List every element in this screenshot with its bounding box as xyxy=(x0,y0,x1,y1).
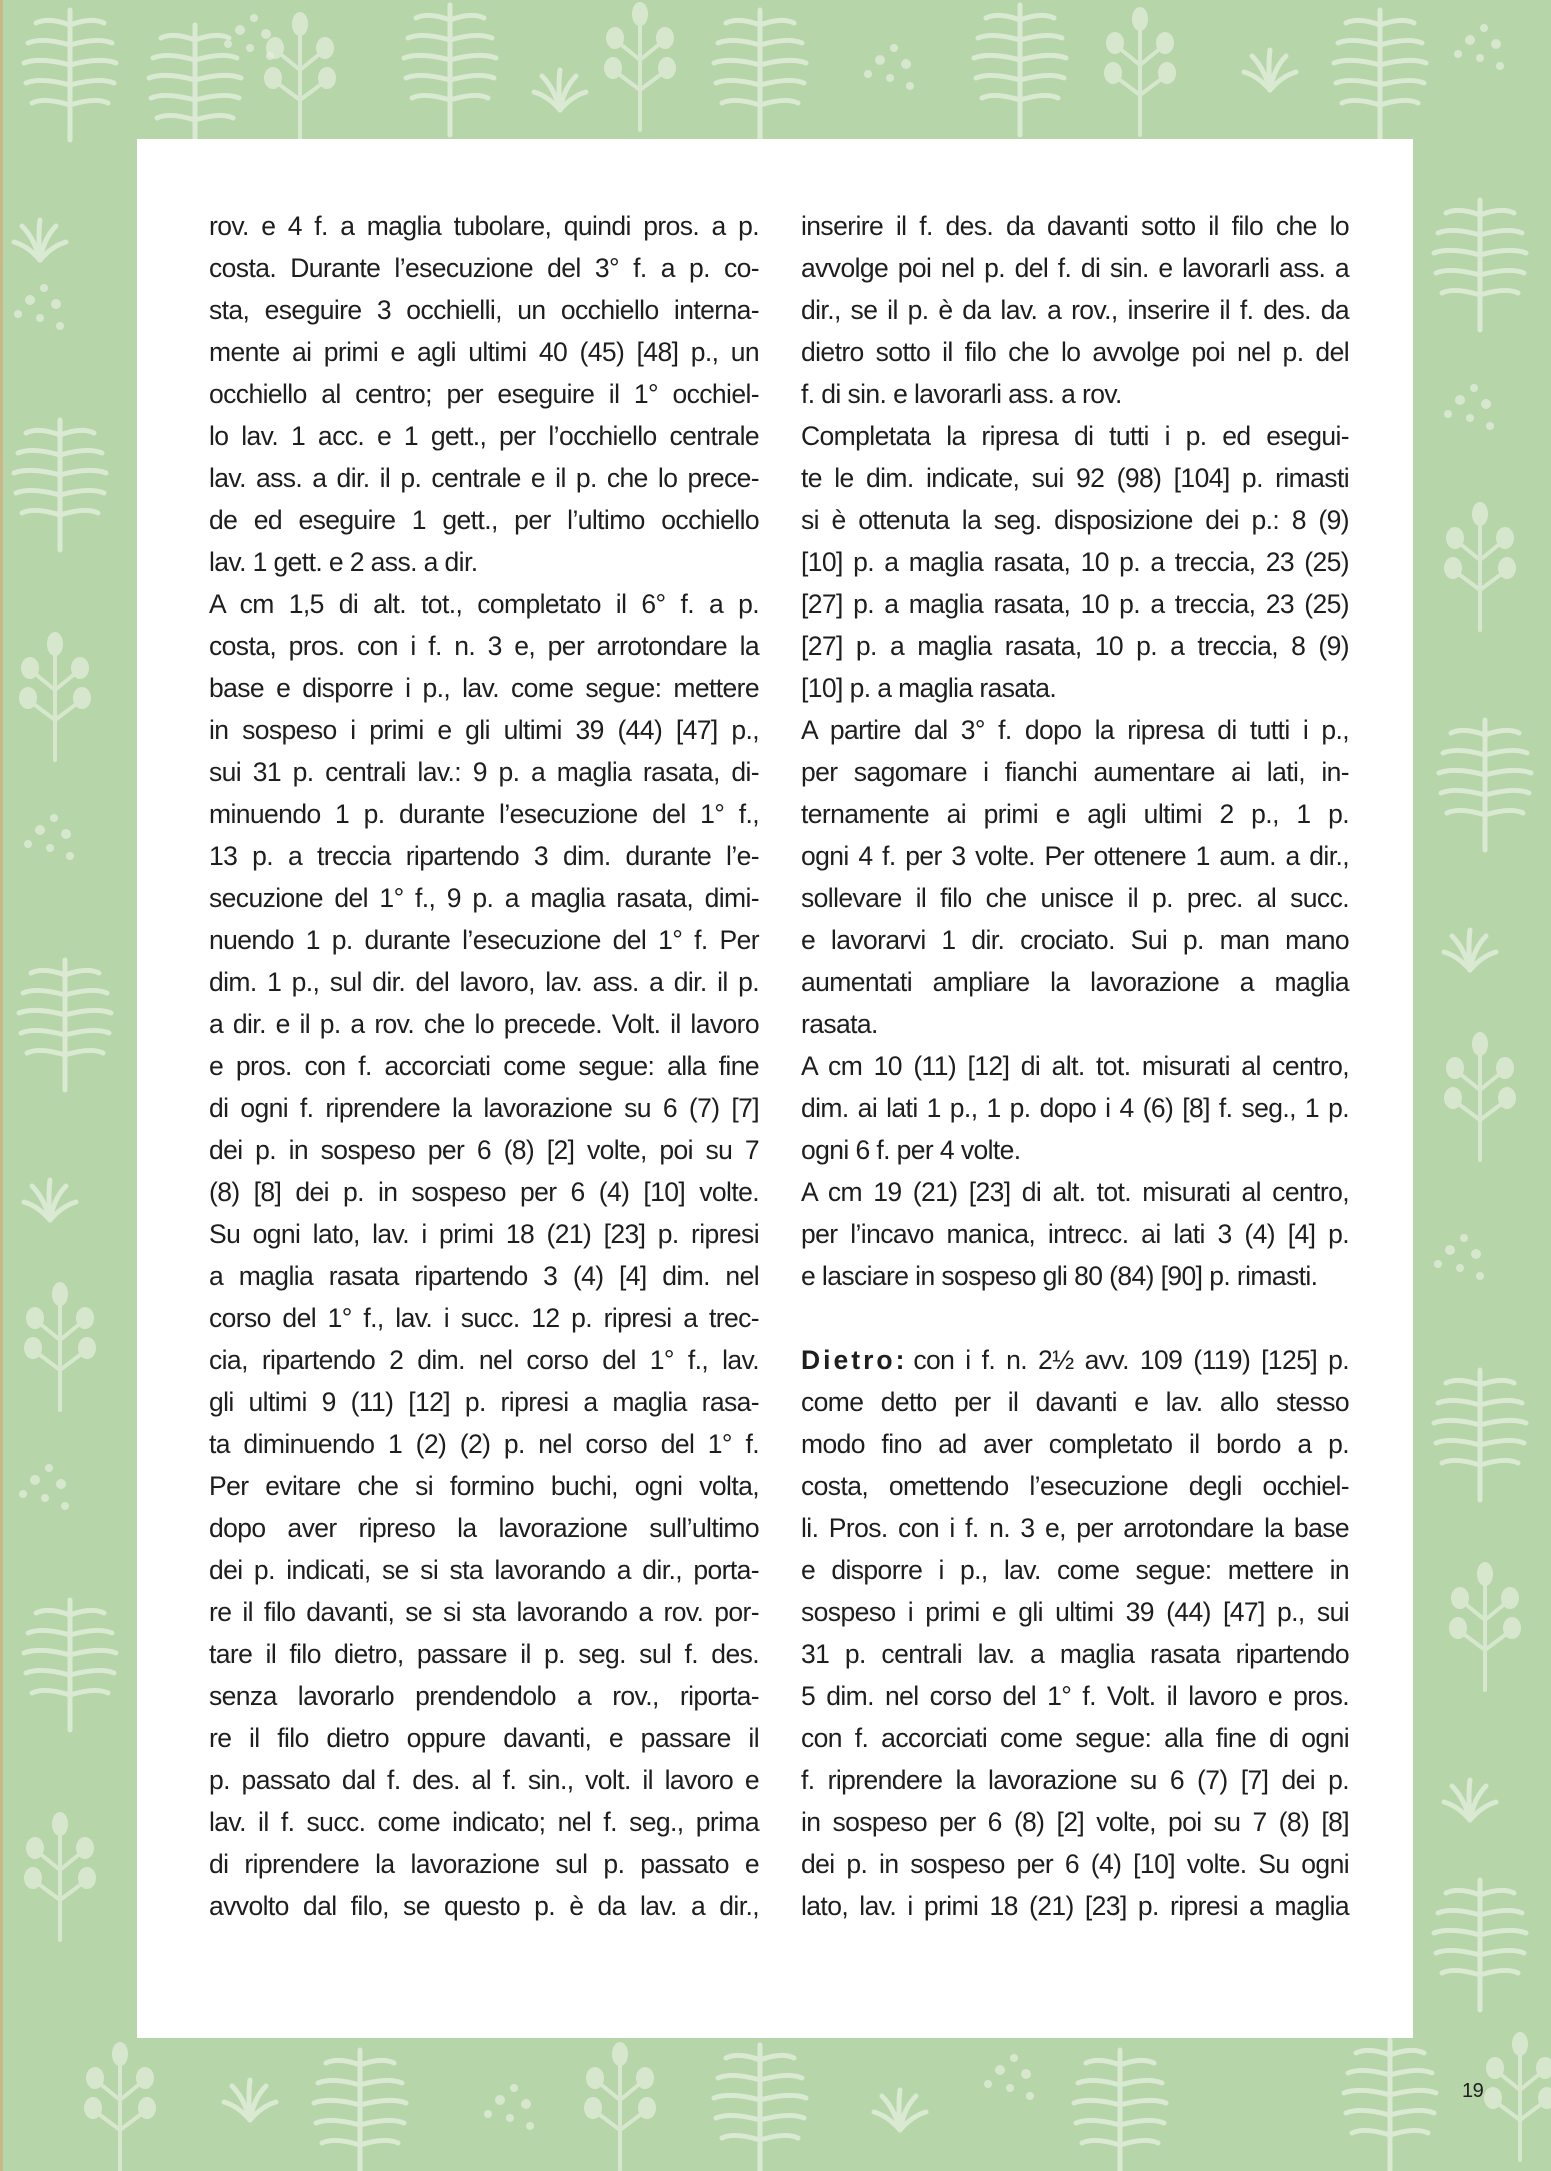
paragraph xyxy=(801,709,1349,1045)
text-line: avvolto dal filo, se questo p. è da lav. a dir., xyxy=(209,1891,759,1921)
text-line: A partire dal 3° f. dopo la ripresa di tutti i p., xyxy=(801,715,1349,745)
text-line: dei p. in sospeso per 6 (8) [2] volte, poi su 7 xyxy=(209,1135,759,1165)
text-line: costa. Durante l’esecuzione del 3° f. a p. co- xyxy=(209,253,759,283)
text-line: occhiello al centro; per eseguire il 1° occhiel- xyxy=(209,379,759,409)
text-line: te le dim. indicate, sui 92 (98) [104] p. rimasti xyxy=(801,463,1349,493)
text-line: Completata la ripresa di tutti i p. ed esegui- xyxy=(801,421,1349,451)
text-line: corso del 1° f., lav. i succ. 12 p. ripresi a trec- xyxy=(209,1303,759,1333)
text-line: A cm 10 (11) [12] di alt. tot. misurati al centro, xyxy=(801,1051,1349,1081)
text-line: con f. accorciati come segue: alla fine di ogni xyxy=(801,1723,1349,1753)
text-line: dei p. indicati, se si sta lavorando a dir., porta- xyxy=(209,1555,759,1585)
text-line: 31 p. centrali lav. a maglia rasata ripartendo xyxy=(801,1639,1349,1669)
left-text-column xyxy=(209,205,759,1927)
page-number: 19 xyxy=(1462,2080,1484,2102)
text-line: ogni 4 f. per 3 volte. Per ottenere 1 aum. a dir., xyxy=(801,841,1349,871)
text-line: f. di sin. e lavorarli ass. a rov. xyxy=(801,379,1122,409)
text-line: sospeso i primi e gli ultimi 39 (44) [47] p., sui xyxy=(801,1597,1349,1627)
text-line: in sospeso per 6 (8) [2] volte, poi su 7 (8) [8] xyxy=(801,1807,1349,1837)
text-line: secuzione del 1° f., 9 p. a maglia rasata, dimi- xyxy=(209,883,759,913)
paragraph xyxy=(209,583,759,1927)
text-line: rasata. xyxy=(801,1009,878,1039)
text-line: per l’incavo manica, intrecc. ai lati 3 (4) [4] p. xyxy=(801,1219,1349,1249)
text-line: e disporre i p., lav. come segue: mettere in xyxy=(801,1555,1349,1585)
text-line: lav. il f. succ. come indicato; nel f. seg., prima xyxy=(209,1807,759,1837)
text-line: come detto per il davanti e lav. allo stesso xyxy=(801,1387,1349,1417)
text-line: inserire il f. des. da davanti sotto il filo che lo xyxy=(801,211,1349,241)
text-line: tare il filo dietro, passare il p. seg. sul f. des. xyxy=(209,1639,759,1669)
text-line: dir., se il p. è da lav. a rov., inserire il f. des. da xyxy=(801,295,1349,325)
text-line: dietro sotto il filo che lo avvolge poi nel p. del xyxy=(801,337,1349,367)
text-line: A cm 19 (21) [23] di alt. tot. misurati al centro, xyxy=(801,1177,1349,1207)
text-line: si è ottenuta la seg. disposizione dei p.: 8 (9) xyxy=(801,505,1349,535)
text-line: modo fino ad aver completato il bordo a p. xyxy=(801,1429,1349,1459)
paragraph xyxy=(801,1045,1349,1171)
text-line: ta diminuendo 1 (2) (2) p. nel corso del 1° f. xyxy=(209,1429,759,1459)
paragraph xyxy=(801,1171,1349,1297)
text-line: lo lav. 1 acc. e 1 gett., per l’occhiello centrale xyxy=(209,421,759,451)
paragraph xyxy=(801,205,1349,415)
text-line: costa, omettendo l’esecuzione degli occhiel- xyxy=(801,1471,1349,1501)
text-line: avvolge poi nel p. del f. di sin. e lavorarli ass. a xyxy=(801,253,1349,283)
text-line: nuendo 1 p. durante l’esecuzione del 1° f. Per xyxy=(209,925,759,955)
text-line: dopo aver ripreso la lavorazione sull’ultimo xyxy=(209,1513,759,1543)
text-line: per sagomare i fianchi aumentare ai lati, in- xyxy=(801,757,1349,787)
paragraph xyxy=(209,205,759,583)
text-line: p. passato dal f. des. al f. sin., volt. il lavoro e xyxy=(209,1765,759,1795)
text-line: ternamente ai primi e agli ultimi 2 p., 1 p. xyxy=(801,799,1349,829)
text-line: base e disporre i p., lav. come segue: mettere xyxy=(209,673,759,703)
text-line: lav. ass. a dir. il p. centrale e il p. che lo prece- xyxy=(209,463,759,493)
text-line: in sospeso i primi e gli ultimi 39 (44) [47] p., xyxy=(209,715,759,745)
section-spacer xyxy=(801,1297,1349,1339)
text-line: cia, ripartendo 2 dim. nel corso del 1° f., lav. xyxy=(209,1345,759,1375)
text-line: minuendo 1 p. durante l’esecuzione del 1° f., xyxy=(209,799,759,829)
text-line: li. Pros. con i f. n. 3 e, per arrotondare la base xyxy=(801,1513,1349,1543)
content-panel xyxy=(137,139,1413,2038)
text-line: lav. 1 gett. e 2 ass. a dir. xyxy=(209,547,478,577)
text-line: 13 p. a treccia ripartendo 3 dim. durante l’e- xyxy=(209,841,759,871)
text-line: e lavorarvi 1 dir. crociato. Sui p. man mano xyxy=(801,925,1349,955)
text-line: [27] p. a maglia rasata, 10 p. a treccia, 8 (9) xyxy=(801,631,1349,661)
text-line: re il filo dietro oppure davanti, e passare il xyxy=(209,1723,759,1753)
text-line xyxy=(801,1339,1349,1381)
text-line: a maglia rasata ripartendo 3 (4) [4] dim. nel xyxy=(209,1261,759,1291)
text-line: di ogni f. riprendere la lavorazione su 6 (7) [7] xyxy=(209,1093,759,1123)
text-line: re il filo davanti, se si sta lavorando a rov. por- xyxy=(209,1597,759,1627)
text-run: con i f. n. 2½ avv. 109 (119) [125] p. xyxy=(913,1345,1349,1375)
section-dietro xyxy=(801,1339,1349,1927)
text-line: rov. e 4 f. a maglia tubolare, quindi pros. a p. xyxy=(209,211,759,241)
text-line: (8) [8] dei p. in sospeso per 6 (4) [10] volte. xyxy=(209,1177,759,1207)
text-line: sui 31 p. centrali lav.: 9 p. a maglia rasata, di- xyxy=(209,757,759,787)
text-line: di riprendere la lavorazione sul p. passato e xyxy=(209,1849,759,1879)
text-line: dim. 1 p., sul dir. del lavoro, lav. ass. a dir. il p. xyxy=(209,967,759,997)
text-line: costa, pros. con i f. n. 3 e, per arrotondare la xyxy=(209,631,759,661)
text-line: sollevare il filo che unisce il p. prec. al succ. xyxy=(801,883,1349,913)
text-line: e lasciare in sospeso gli 80 (84) [90] p. rimasti. xyxy=(801,1261,1318,1291)
text-line: ogni 6 f. per 4 volte. xyxy=(801,1135,1021,1165)
text-line: Su ogni lato, lav. i primi 18 (21) [23] p. ripresi xyxy=(209,1219,759,1249)
text-line: dim. ai lati 1 p., 1 p. dopo i 4 (6) [8] f. seg., 1 p. xyxy=(801,1093,1349,1123)
text-line: gli ultimi 9 (11) [12] p. ripresi a maglia rasa- xyxy=(209,1387,759,1417)
section-heading-dietro: Dietro: xyxy=(801,1345,908,1375)
text-line: lato, lav. i primi 18 (21) [23] p. ripresi a maglia xyxy=(801,1891,1349,1921)
text-line: de ed eseguire 1 gett., per l’ultimo occhiello xyxy=(209,505,759,535)
right-text-column xyxy=(801,205,1349,1927)
text-line: [10] p. a maglia rasata. xyxy=(801,673,1057,703)
text-line: Per evitare che si formino buchi, ogni volta, xyxy=(209,1471,759,1501)
text-line: mente ai primi e agli ultimi 40 (45) [48] p., un xyxy=(209,337,759,367)
text-line: a dir. e il p. a rov. che lo precede. Volt. il lavoro xyxy=(209,1009,759,1039)
text-line: dei p. in sospeso per 6 (4) [10] volte. Su ogni xyxy=(801,1849,1349,1879)
text-line: aumentati ampliare la lavorazione a maglia xyxy=(801,967,1349,997)
text-line: e pros. con f. accorciati come segue: alla fine xyxy=(209,1051,759,1081)
text-line: [27] p. a maglia rasata, 10 p. a treccia, 23 (25) xyxy=(801,589,1349,619)
text-line: sta, eseguire 3 occhielli, un occhiello interna- xyxy=(209,295,759,325)
text-line: A cm 1,5 di alt. tot., completato il 6° f. a p. xyxy=(209,589,759,619)
text-line: f. riprendere la lavorazione su 6 (7) [7] dei p. xyxy=(801,1765,1349,1795)
paragraph xyxy=(801,415,1349,709)
text-line: senza lavorarlo prendendolo a rov., riporta- xyxy=(209,1681,759,1711)
text-line: [10] p. a maglia rasata, 10 p. a treccia, 23 (25) xyxy=(801,547,1349,577)
text-line: 5 dim. nel corso del 1° f. Volt. il lavoro e pros. xyxy=(801,1681,1349,1711)
